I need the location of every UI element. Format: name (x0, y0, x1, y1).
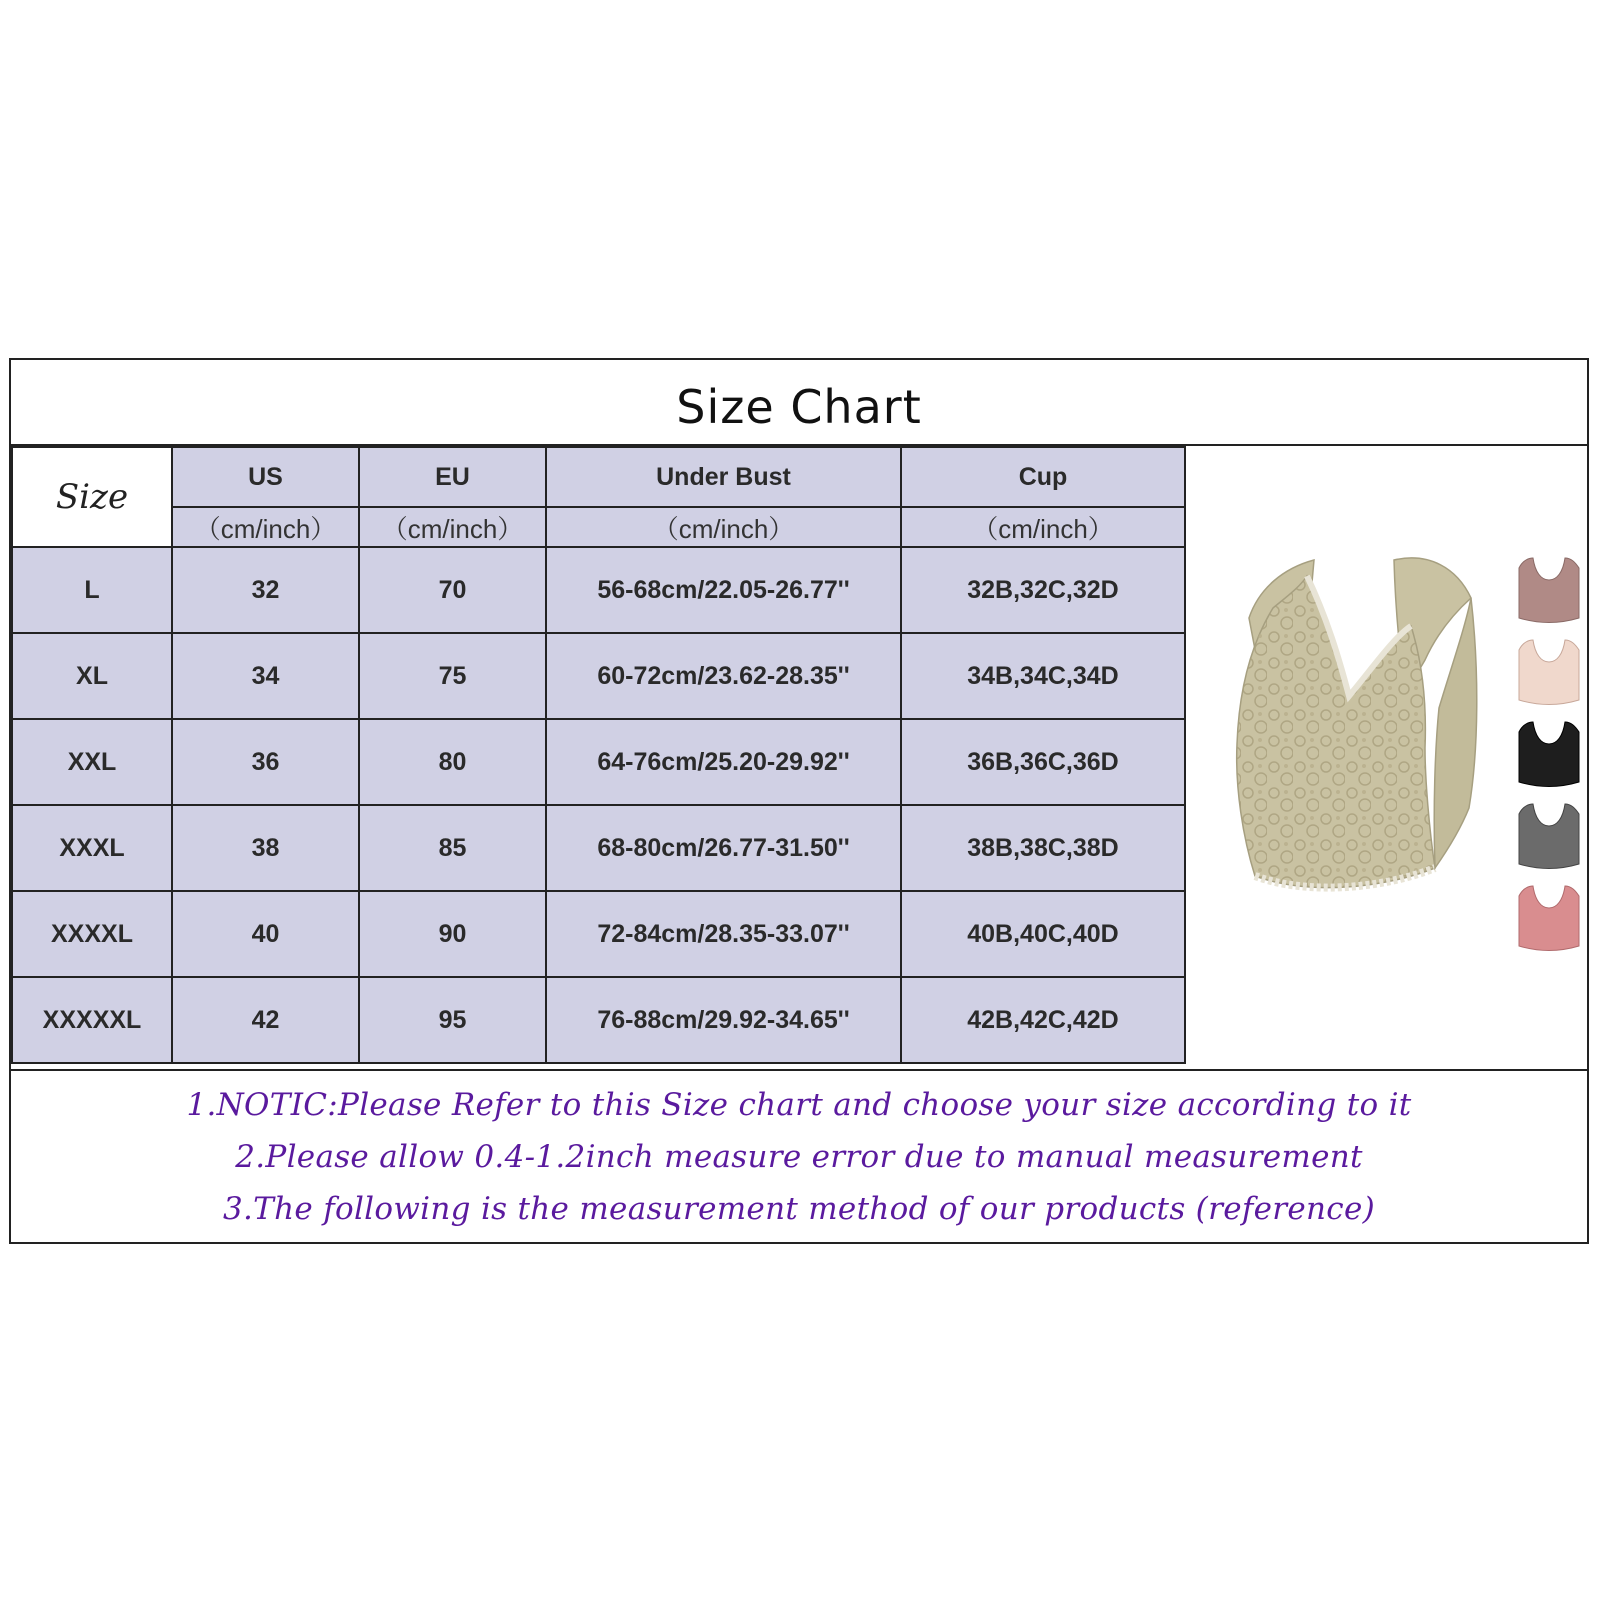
under-bust-cell: 72-84cm/28.35-33.07'' (546, 891, 901, 977)
size-chart-frame (9, 358, 1589, 1244)
size-cell: L (12, 547, 172, 633)
cup-cell: 32B,32C,32D (901, 547, 1185, 633)
table-row (12, 805, 1185, 891)
note-2: 2.Please allow 0.4-1.2inch measure error due to manual measurement (235, 1139, 1363, 1175)
color-swatches (1519, 558, 1579, 951)
size-cell: XXXXXL (12, 977, 172, 1063)
table-row (12, 719, 1185, 805)
notes-section (11, 1069, 1587, 1242)
size-table (11, 446, 1186, 1064)
eu-cell: 85 (359, 805, 546, 891)
under-bust-cell: 68-80cm/26.77-31.50'' (546, 805, 901, 891)
swatch-5[interactable] (1519, 886, 1579, 951)
us-cell: 42 (172, 977, 359, 1063)
us-cell: 40 (172, 891, 359, 977)
eu-cell: 90 (359, 891, 546, 977)
note-3: 3.The following is the measurement method of our products (reference) (223, 1191, 1375, 1227)
under-bust-cell: 76-88cm/29.92-34.65'' (546, 977, 901, 1063)
unit-row (12, 507, 1185, 547)
us-cell: 38 (172, 805, 359, 891)
cup-cell: 38B,38C,38D (901, 805, 1185, 891)
us-cell: 36 (172, 719, 359, 805)
cup-cell: 36B,36C,36D (901, 719, 1185, 805)
table-row (12, 547, 1185, 633)
size-cell: XXL (12, 719, 172, 805)
eu-cell: 95 (359, 977, 546, 1063)
under-bust-unit: （cm/inch） (546, 507, 901, 547)
cup-cell: 40B,40C,40D (901, 891, 1185, 977)
product-image-area (1189, 448, 1587, 1068)
under-bust-cell: 60-72cm/23.62-28.35'' (546, 633, 901, 719)
title-row (11, 360, 1587, 446)
swatch-1[interactable] (1519, 558, 1579, 623)
eu-cell: 70 (359, 547, 546, 633)
swatch-3[interactable] (1519, 722, 1579, 787)
note-1: 1.NOTIC:Please Refer to this Size chart and choose your size according to it (186, 1087, 1412, 1123)
eu-unit: （cm/inch） (359, 507, 546, 547)
us-column-header: US (172, 447, 359, 507)
cup-unit: （cm/inch） (901, 507, 1185, 547)
size-cell: XL (12, 633, 172, 719)
cup-cell: 34B,34C,34D (901, 633, 1185, 719)
header-row (12, 447, 1185, 507)
under-bust-column-header: Under Bust (546, 447, 901, 507)
size-cell: XXXXL (12, 891, 172, 977)
us-unit: （cm/inch） (172, 507, 359, 547)
size-column-header: Size (12, 447, 172, 547)
table-row (12, 891, 1185, 977)
under-bust-cell: 56-68cm/22.05-26.77'' (546, 547, 901, 633)
eu-column-header: EU (359, 447, 546, 507)
table-row (12, 633, 1185, 719)
swatch-2[interactable] (1519, 640, 1579, 705)
table-row (12, 977, 1185, 1063)
us-cell: 34 (172, 633, 359, 719)
main-bra (1189, 448, 1477, 888)
us-cell: 32 (172, 547, 359, 633)
page-title: Size Chart (676, 380, 922, 434)
under-bust-cell: 64-76cm/25.20-29.92'' (546, 719, 901, 805)
size-cell: XXXL (12, 805, 172, 891)
swatch-4[interactable] (1519, 804, 1579, 869)
cup-column-header: Cup (901, 447, 1185, 507)
eu-cell: 75 (359, 633, 546, 719)
bra-product-image (1189, 448, 1587, 1068)
eu-cell: 80 (359, 719, 546, 805)
cup-cell: 42B,42C,42D (901, 977, 1185, 1063)
